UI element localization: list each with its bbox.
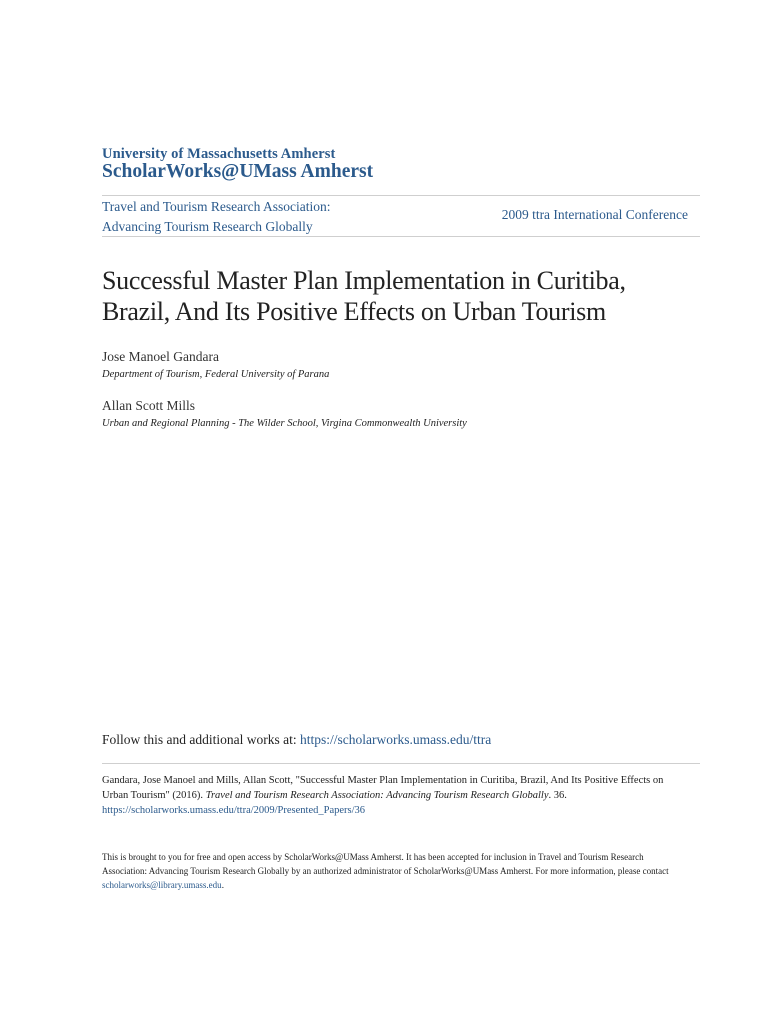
paper-title [102,265,692,327]
collection-line-1: Travel and Tourism Research Association: [102,199,331,214]
citation-journal: Travel and Tourism Research Association: Advancing Tourism Research Globally [205,790,549,801]
institution-name: University of Massachusetts Amherst [102,146,336,162]
repository-name: ScholarWorks@UMass Amherst [102,161,374,182]
access-notice [102,850,672,892]
top-divider [102,195,700,196]
footer-divider [102,763,700,764]
collection-line-2: Advancing Tourism Research Globally [102,218,313,234]
paper-title-line-2: Brazil, And Its Positive Effects on Urban Tourism [102,297,606,326]
follow-text: Follow this and additional works at: [102,732,300,747]
citation-block [102,773,672,818]
header-divider [102,236,700,237]
citation-suffix: . 36. [548,790,567,801]
follow-url-link[interactable]: https://scholarworks.umass.edu/ttra [300,732,492,747]
citation-url-link[interactable]: https://scholarworks.umass.edu/ttra/2009/Presented_Papers/36 [102,805,366,816]
conference-link[interactable]: 2009 ttra International Conference [501,207,688,222]
author-affiliation: Department of Tourism, Federal University of Parana [102,369,330,380]
author-name: Allan Scott Mills [102,398,196,413]
contact-email-link[interactable]: scholarworks@library.umass.edu [102,880,222,890]
author-affiliation: Urban and Regional Planning - The Wilder School, Virgina Commonwealth University [102,418,467,429]
citation-text: Gandara, Jose Manoel and Mills, Allan Scott, "Successful Master Plan Implementation in Curitiba, Brazil, And Its Positive Effects on Urban Tourism" (2016). [102,775,664,801]
author-name: Jose Manoel Gandara [102,349,219,364]
notice-end: . [221,880,224,890]
paper-title-line-1: Successful Master Plan Implementation in Curitiba, [102,266,626,295]
collection-link[interactable] [102,197,331,236]
notice-text: This is brought to you for free and open access by ScholarWorks@UMass Amherst. It has been accepted for inclusion in Travel and Tourism Research Association: Advancing Tourism Research Globally by an authorized administrator of ScholarWorks@UMass Amherst. For more information, please contact [102,852,669,876]
follow-line [102,732,491,748]
